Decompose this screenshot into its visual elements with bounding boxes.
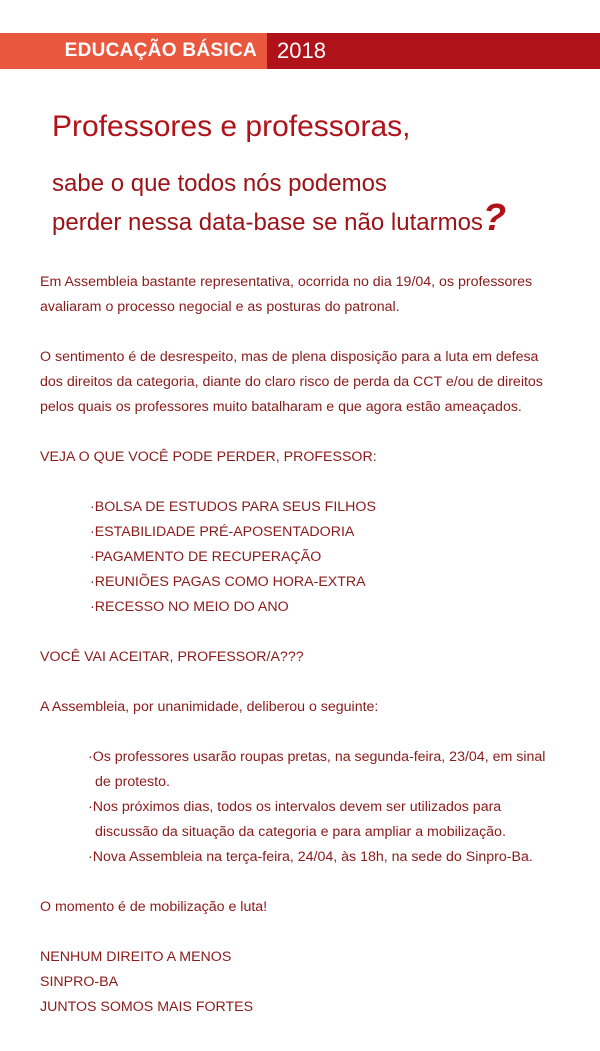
list-item: ·BOLSA DE ESTUDOS PARA SEUS FILHOS [90, 499, 376, 515]
assembly-intro: A Assembleia, por unanimidade, deliberou o seguinte: [40, 699, 379, 715]
closing-line: O momento é de mobilização e luta! [40, 899, 268, 915]
paragraph-2-line-3: pelos quais os professores muito batalharam e que agora estão ameaçados. [40, 399, 522, 415]
list-item: ·ESTABILIDADE PRÉ-APOSENTADORIA [90, 524, 355, 540]
category-label: EDUCAÇÃO BÁSICA [0, 33, 267, 69]
list-item: ·RECESSO NO MEIO DO ANO [90, 599, 289, 615]
page-subtitle [52, 167, 506, 240]
page-title: Professores e professoras, [52, 110, 411, 143]
list-item: ·PAGAMENTO DE RECUPERAÇÃO [90, 549, 322, 565]
slogan-line: SINPRO-BA [40, 974, 119, 990]
question-mark: ? [482, 197, 507, 239]
lose-list [40, 495, 580, 620]
decision-line: ·Nos próximos dias, todos os intervalos devem ser utilizados para [88, 799, 502, 815]
decision-line: ·Os professores usarão roupas pretas, na segunda-feira, 23/04, em sinal [88, 749, 546, 765]
body-text [40, 270, 580, 1020]
decision-line: de protesto. [95, 774, 170, 790]
subtitle-line-1: sabe o que todos nós podemos [52, 170, 387, 197]
paragraph-2-line-2: dos direitos da categoria, diante do claro risco de perda da CCT e/ou de direitos [40, 374, 543, 390]
accept-question: VOCÊ VAI ACEITAR, PROFESSOR/A??? [40, 649, 304, 665]
paragraph-2-line-1: O sentimento é de desrespeito, mas de plena disposição para a luta em defesa [40, 349, 539, 365]
paragraph-1-line-2: avaliaram o processo negocial e as posturas do patronal. [40, 299, 400, 315]
slogan-line: NENHUM DIREITO A MENOS [40, 949, 232, 965]
subtitle-line-2-text: perder nessa data-base se não lutarmos [52, 209, 483, 236]
decision-line: ·Nova Assembleia na terça-feira, 24/04, às 18h, na sede do Sinpro-Ba. [88, 849, 533, 865]
paragraph-1-line-1: Em Assembleia bastante representativa, ocorrida no dia 19/04, os professores [40, 274, 533, 290]
year-label: 2018 [277, 38, 326, 63]
subtitle-line-2 [52, 197, 507, 240]
header-bar [0, 33, 600, 69]
slogan-line: JUNTOS SOMOS MAIS FORTES [40, 999, 254, 1015]
list-item: ·REUNIÕES PAGAS COMO HORA-EXTRA [90, 574, 366, 590]
lose-heading: VEJA O QUE VOCÊ PODE PERDER, PROFESSOR: [40, 449, 377, 465]
decisions-list [40, 745, 580, 870]
decision-line: discussão da situação da categoria e para ampliar a mobilização. [95, 824, 506, 840]
